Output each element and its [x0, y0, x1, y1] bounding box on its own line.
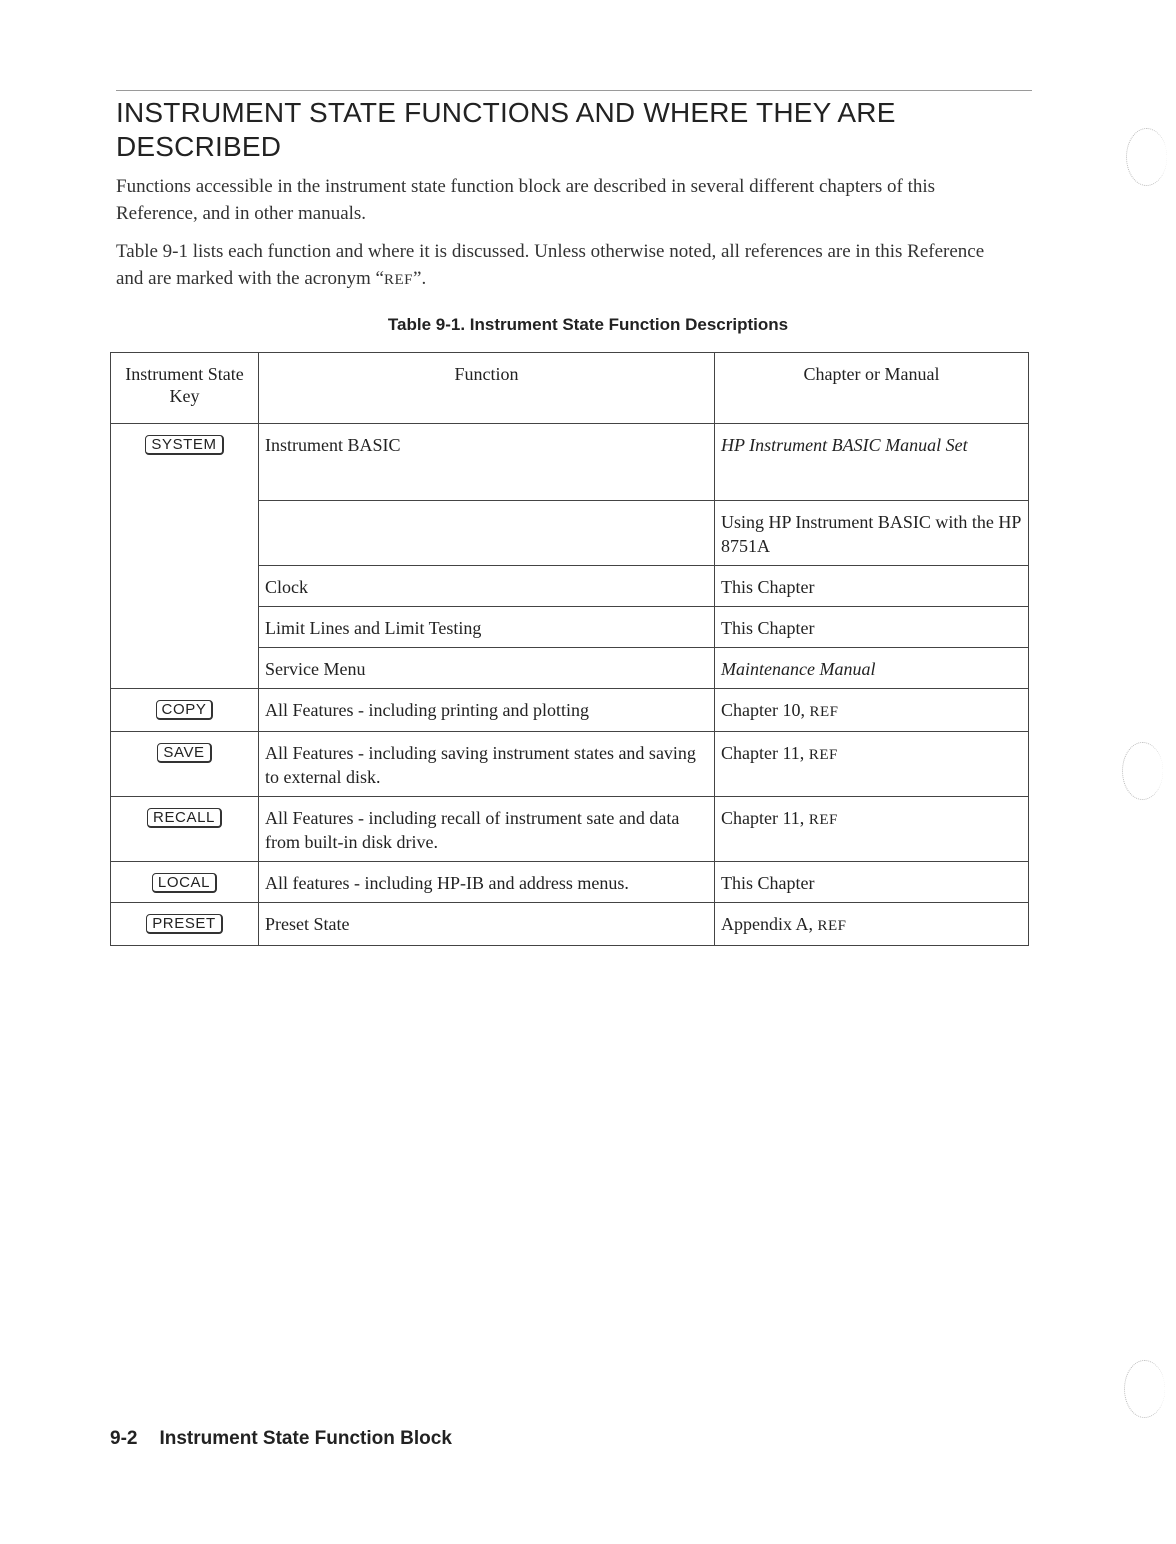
manual-cell: This Chapter: [715, 862, 1029, 903]
table-row: [111, 732, 1029, 797]
recall-key-icon: RECALL: [147, 808, 222, 828]
table-row: [111, 862, 1029, 903]
top-rule: [116, 90, 1032, 91]
punch-hole-icon: [1124, 1360, 1165, 1418]
local-key-icon: LOCAL: [152, 873, 217, 893]
function-table: [110, 352, 1029, 946]
manual-cell: [715, 903, 1029, 946]
save-key-icon: SAVE: [157, 743, 211, 763]
function-cell: Preset State: [259, 903, 715, 946]
header-function: Function: [259, 353, 715, 424]
ref-acronym: REF: [809, 704, 839, 720]
ref-acronym: REF: [808, 747, 838, 763]
manual-text: Chapter 11,: [721, 743, 805, 763]
table-row: [111, 797, 1029, 862]
manual-cell: [715, 732, 1029, 797]
key-cell: [111, 732, 259, 797]
function-cell: Instrument BASIC: [259, 424, 715, 501]
key-cell: [111, 862, 259, 903]
manual-cell: [715, 797, 1029, 862]
table-row: [111, 903, 1029, 946]
function-cell: Clock: [259, 566, 715, 607]
header-key: Instrument State Key: [111, 353, 259, 424]
intro-paragraph: Functions accessible in the instrument state function block are described in several different chapters of this Reference, and in other manuals.: [116, 176, 936, 224]
manual-cell: This Chapter: [715, 607, 1029, 648]
table-row: [111, 689, 1029, 732]
header-manual: Chapter or Manual: [715, 353, 1029, 424]
manual-cell: HP Instrument BASIC Manual Set: [715, 424, 1029, 501]
table-header-row: [111, 353, 1029, 424]
key-cell: [111, 689, 259, 732]
punch-hole-icon: [1122, 742, 1163, 800]
key-cell: [111, 424, 259, 689]
table-caption: Table 9-1. Instrument State Function Descriptions: [387, 315, 789, 334]
punch-hole-icon: [1126, 128, 1167, 186]
system-key-icon: SYSTEM: [145, 435, 223, 455]
page-heading: INSTRUMENT STATE FUNCTIONS AND WHERE THEY ARE DESCRIBED: [116, 97, 896, 162]
manual-cell: [715, 689, 1029, 732]
preset-key-icon: PRESET: [146, 914, 223, 934]
manual-cell: Maintenance Manual: [715, 648, 1029, 689]
function-cell: [259, 501, 715, 566]
key-cell: [111, 903, 259, 946]
function-cell: Limit Lines and Limit Testing: [259, 607, 715, 648]
copy-key-icon: COPY: [156, 700, 214, 720]
function-cell: All Features - including printing and plotting: [259, 689, 715, 732]
manual-cell: Using HP Instrument BASIC with the HP 8751A: [715, 501, 1029, 566]
manual-text: Chapter 10,: [721, 700, 805, 720]
ref-acronym: REF: [817, 918, 847, 934]
para2-text: Table 9-1 lists each function and where it is discussed. Unless otherwise noted, all references are in this Reference and are marked with the acronym “: [116, 241, 985, 289]
function-cell: Service Menu: [259, 648, 715, 689]
page-footer: [110, 1428, 452, 1450]
ref-acronym: REF: [384, 272, 414, 288]
page-number: 9-2: [110, 1428, 138, 1449]
section-name: Instrument State Function Block: [159, 1428, 452, 1449]
function-cell: All Features - including saving instrument states and saving to external disk.: [259, 732, 715, 797]
table-row: [111, 424, 1029, 501]
ref-acronym: REF: [808, 812, 838, 828]
manual-text: Appendix A,: [721, 914, 813, 934]
function-cell: All features - including HP-IB and address menus.: [259, 862, 715, 903]
manual-cell: This Chapter: [715, 566, 1029, 607]
key-cell: [111, 797, 259, 862]
reference-paragraph: [116, 238, 1016, 294]
function-cell: All Features - including recall of instrument sate and data from built-in disk drive.: [259, 797, 715, 862]
manual-text: Chapter 11,: [721, 808, 805, 828]
para2-end: ”.: [413, 268, 427, 289]
